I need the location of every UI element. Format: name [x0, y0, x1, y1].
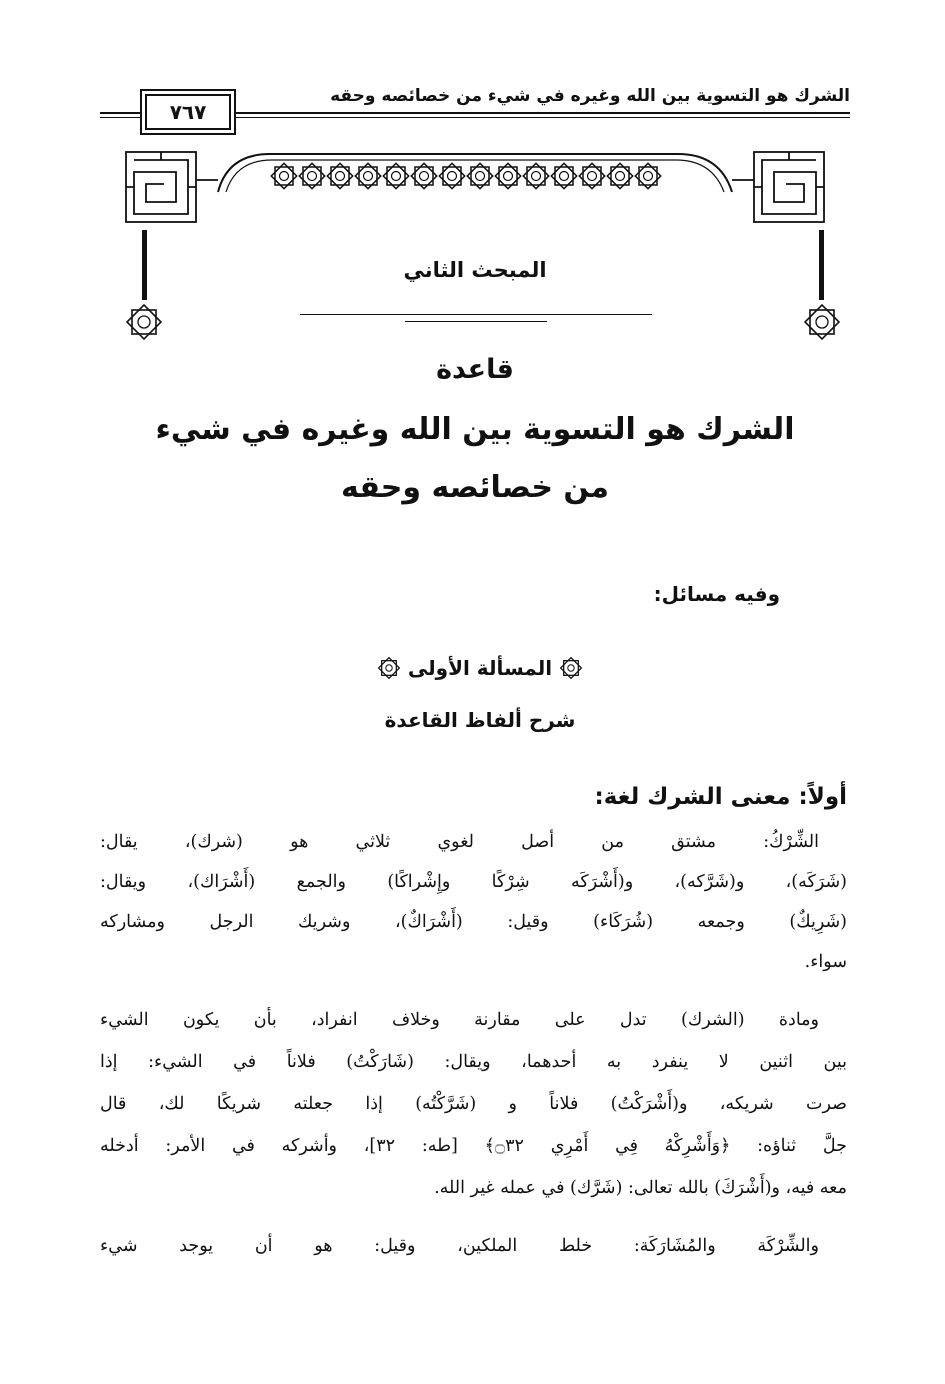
issue-subheading: شرح ألفاظ القاعدة — [384, 708, 576, 732]
body-line: صرت شريكه، و(أَشْرَكْتُ) فلاناً و (شَرَّكْتُه) إذا جعلته شريكًا لك، قال — [100, 1094, 847, 1114]
body-line: معه فيه، و(أَشْرَكَ) بالله تعالى: (شَرَّك) في عمله غير الله. — [434, 1178, 847, 1198]
rule-statement-line-1: الشرك هو التسوية بين الله وغيره في شيء — [155, 412, 795, 447]
section-rule — [300, 314, 652, 315]
body-line: (شَرَكَه)، و(شَرَّكه)، و(أَشْرَكَه شِرْكًا وإِشْراكًا) والجمع (أَشْرَاك)، ويقال: — [100, 872, 847, 892]
section-rule-short — [405, 321, 547, 322]
rule-title: قاعدة — [436, 354, 514, 385]
ornament-frame — [100, 140, 850, 360]
rule-statement-line-2: من خصائصه وحقه — [341, 470, 609, 505]
body-line: ومادة (الشرك) تدل على مقارنة وخلاف انفراد، بأن يكون الشيء — [100, 1010, 819, 1030]
body-line: والشِّرْكَة والمُشَارَكَة: خلط الملكين، وقيل: هو أن يوجد شيء — [100, 1236, 819, 1256]
rosette-band — [271, 163, 660, 188]
page-number: ٧٦٧ — [145, 94, 231, 130]
body-line: سواء. — [804, 952, 847, 972]
issue-label: المسألة الأولى — [407, 656, 553, 680]
rosette-icon — [560, 657, 582, 679]
section-heading: أولاً: معنى الشرك لغة: — [594, 784, 847, 810]
body-line: جلَّ ثناؤه: ﴿وَأَشْرِكْهُ فِي أَمْرِي ۝٣٢﴾ [طه: ٣٢]، وأشركه في الأمر: أدخله — [100, 1136, 847, 1156]
section-label: المبحث الثاني — [403, 258, 547, 282]
body-line: (شَرِيكٌ) وجمعه (شُرَكَاء) وقيل: (أَشْرَاكٌ)، وشريك الرجل ومشاركه — [100, 912, 847, 932]
body-line: بين اثنين لا ينفرد به أحدهما، ويقال: (شَارَكْتُ) فلاناً في الشيء: إذا — [100, 1052, 847, 1072]
running-header-title: الشرك هو التسوية بين الله وغيره في شيء من خصائصه وحقه — [330, 86, 850, 106]
body-line: الشِّرْكُ: مشتق من أصل لغوي ثلاثي هو (شرك)، يقال: — [100, 832, 819, 852]
issue-heading — [320, 656, 640, 680]
intro-text: وفيه مسائل: — [653, 582, 780, 606]
rosette-icon — [378, 657, 400, 679]
